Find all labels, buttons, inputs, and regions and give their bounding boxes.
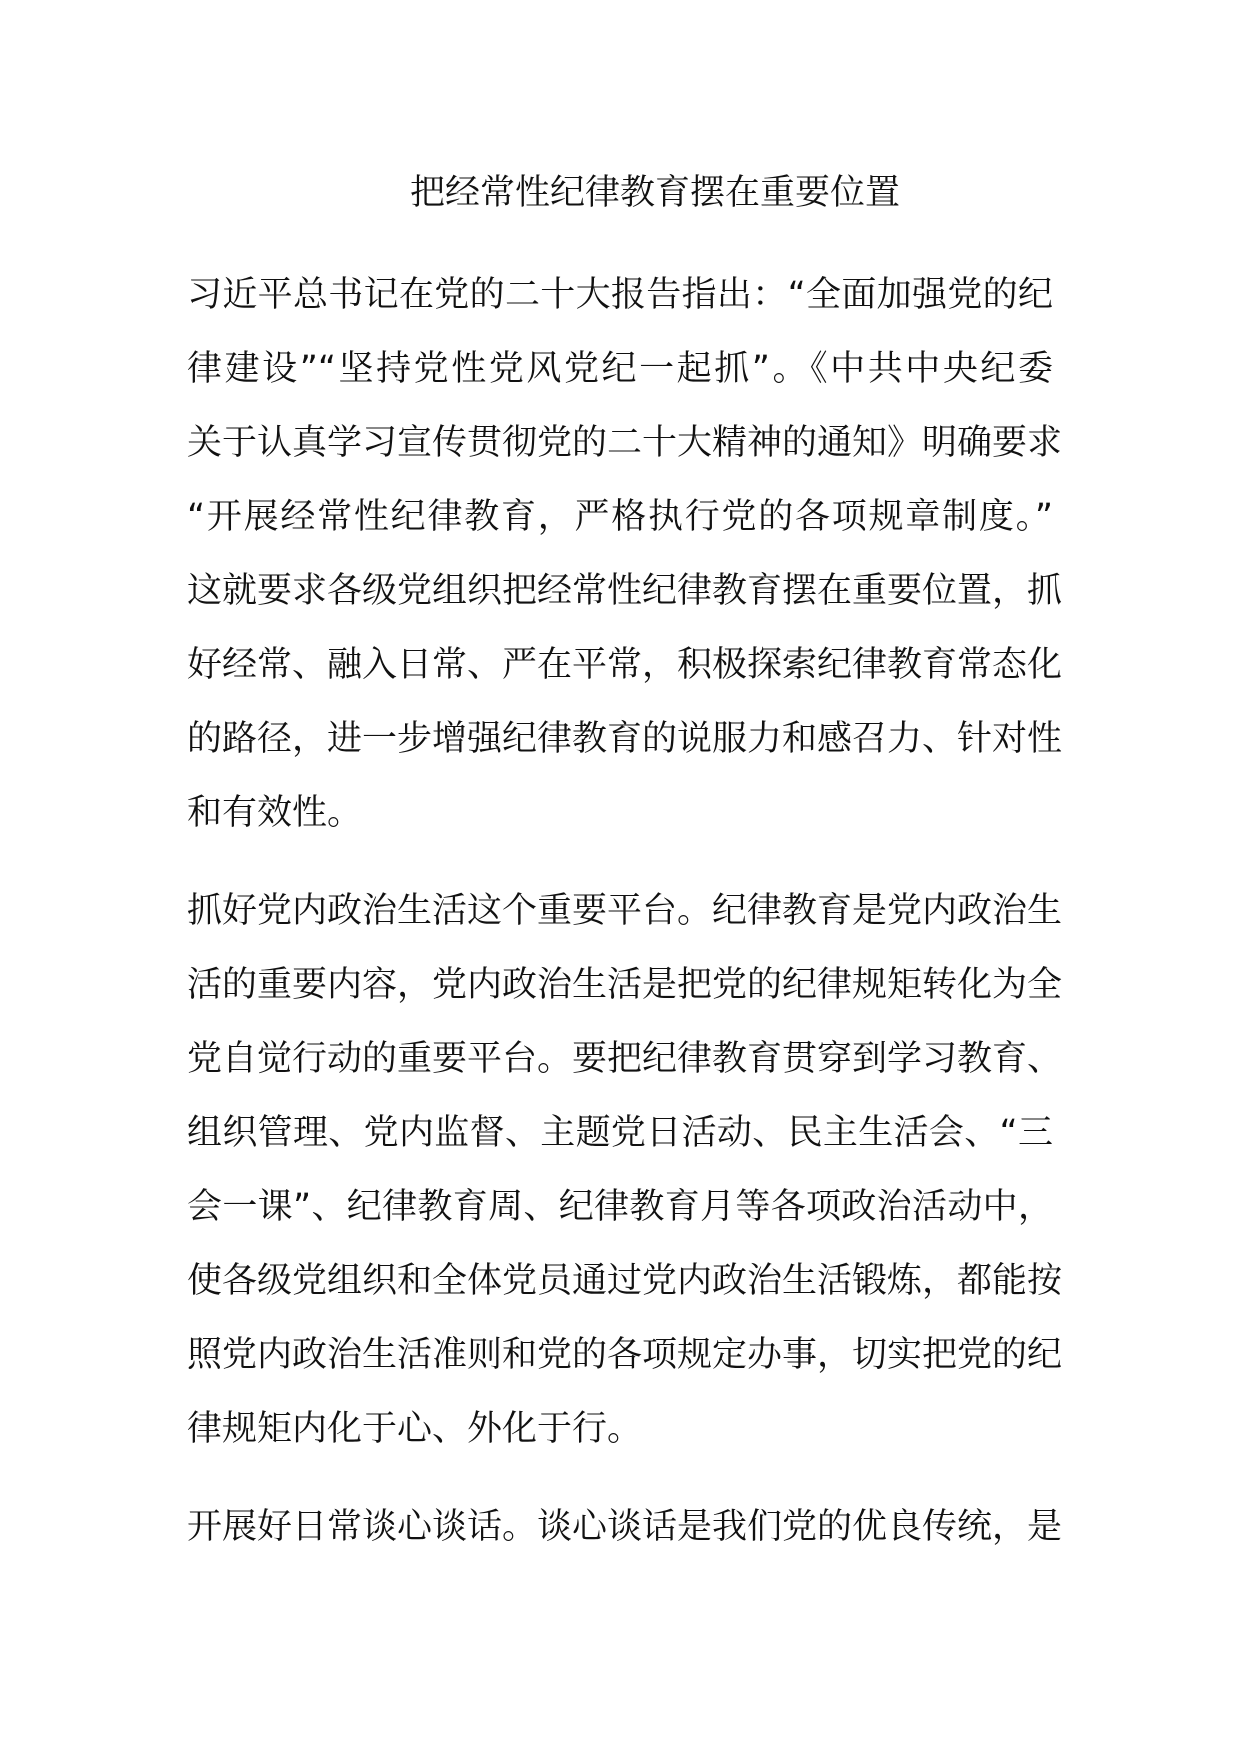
document-body [187,258,1063,1588]
paragraph-line: 活的重要内容，党内政治生活是把党的纪律规矩转化为全 [187,965,1063,1005]
paragraph-3 [187,1490,1063,1564]
paragraph-line: “开展经常性纪律教育，严格执行党的各项规章制度。” [187,497,1053,537]
document-title: 把经常性纪律教育摆在重要位置 [409,173,900,213]
paragraph-2 [187,874,1063,1466]
paragraph-line: 好经常、融入日常、严在平常，积极探索纪律教育常态化 [187,645,1063,685]
paragraph-1 [187,258,1063,850]
paragraph-line: 习近平总书记在党的二十大报告指出：“全面加强党的纪 [187,275,1053,315]
paragraph-line: 的路径，进一步增强纪律教育的说服力和感召力、针对性 [187,719,1063,759]
paragraph-line: 这就要求各级党组织把经常性纪律教育摆在重要位置，抓 [187,571,1063,611]
paragraph-line: 律建设”“坚持党性党风党纪一起抓”。《中共中央纪委 [187,349,1053,389]
paragraph-line: 使各级党组织和全体党员通过党内政治生活锻炼，都能按 [187,1261,1063,1301]
paragraph-line: 关于认真学习宣传贯彻党的二十大精神的通知》明确要求 [187,423,1063,463]
paragraph-line: 党自觉行动的重要平台。要把纪律教育贯穿到学习教育、 [187,1039,1063,1079]
paragraph-line: 会一课”、纪律教育周、纪律教育月等各项政治活动中， [187,1187,1053,1227]
paragraph-line: 抓好党内政治生活这个重要平台。纪律教育是党内政治生 [187,891,1063,931]
paragraph-line: 组织管理、党内监督、主题党日活动、民主生活会、“三 [187,1113,1053,1153]
paragraph-line: 律规矩内化于心、外化于行。 [187,1409,643,1449]
paragraph-line: 开展好日常谈心谈话。谈心谈话是我们党的优良传统，是 [187,1507,1063,1547]
paragraph-line: 照党内政治生活准则和党的各项规定办事，切实把党的纪 [187,1335,1063,1375]
paragraph-line: 和有效性。 [187,793,363,833]
